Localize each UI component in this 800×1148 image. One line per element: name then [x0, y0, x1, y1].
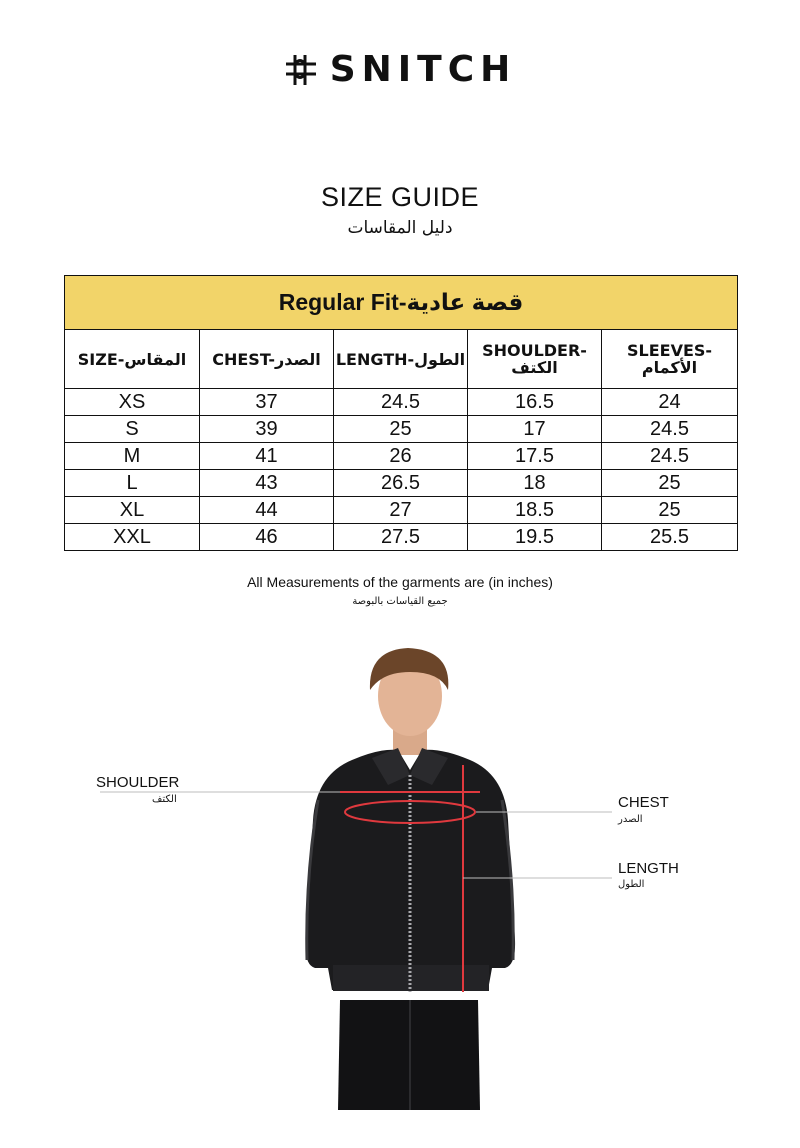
cell-length: 24.5 — [334, 389, 468, 416]
table-header-row — [65, 330, 738, 389]
header-text-arabic: الكتف — [511, 358, 558, 377]
model-jacket-illustration — [0, 640, 800, 1110]
table-row — [65, 524, 738, 551]
table-row — [65, 497, 738, 524]
header-shoulder — [468, 330, 602, 389]
cell-chest: 39 — [200, 416, 334, 443]
cell-shoulder: 17 — [468, 416, 602, 443]
fit-title: Regular Fit-قصة عادية — [65, 276, 738, 330]
snitch-logo-icon — [284, 53, 318, 87]
cell-sleeves: 25.5 — [602, 524, 738, 551]
shoulder-label: SHOULDER — [96, 774, 180, 791]
cell-shoulder: 19.5 — [468, 524, 602, 551]
shoulder-label-arabic: الكتف — [152, 794, 177, 805]
header-sleeves — [602, 330, 738, 389]
cell-chest: 37 — [200, 389, 334, 416]
model-figure — [0, 640, 800, 1110]
cell-shoulder: 16.5 — [468, 389, 602, 416]
length-label: LENGTH — [618, 860, 679, 877]
table-row — [65, 443, 738, 470]
cell-length: 25 — [334, 416, 468, 443]
header-text: SIZE-المقاس — [77, 349, 187, 369]
page-title: SIZE GUIDE — [320, 182, 480, 212]
cell-size: S — [65, 416, 200, 443]
cell-length: 26.5 — [334, 470, 468, 497]
chest-label-arabic: الصدر — [618, 814, 643, 825]
cell-length: 27.5 — [334, 524, 468, 551]
chest-label: CHEST — [618, 794, 669, 811]
header-text-arabic: الأكمام — [641, 358, 698, 377]
cell-length: 26 — [334, 443, 468, 470]
table-row — [65, 470, 738, 497]
cell-chest: 43 — [200, 470, 334, 497]
table-row — [65, 416, 738, 443]
header-text: CHEST-الصدر — [212, 349, 321, 369]
page-subtitle-arabic: دليل المقاسات — [347, 218, 453, 238]
cell-size: XXL — [65, 524, 200, 551]
cell-sleeves: 24.5 — [602, 443, 738, 470]
header-size — [65, 330, 200, 389]
cell-sleeves: 25 — [602, 470, 738, 497]
cell-shoulder: 18 — [468, 470, 602, 497]
cell-size: L — [65, 470, 200, 497]
cell-length: 27 — [334, 497, 468, 524]
cell-size: XL — [65, 497, 200, 524]
header-text: SLEEVES- — [626, 341, 713, 360]
cell-size: XS — [65, 389, 200, 416]
length-label-arabic: الطول — [618, 879, 645, 890]
cell-sleeves: 25 — [602, 497, 738, 524]
size-table — [64, 275, 738, 551]
brand-name: SNITCH — [329, 49, 517, 90]
table-row — [65, 389, 738, 416]
cell-shoulder: 18.5 — [468, 497, 602, 524]
cell-sleeves: 24 — [602, 389, 738, 416]
measurement-note: All Measurements of the garments are (in inches) — [247, 574, 553, 590]
cell-chest: 46 — [200, 524, 334, 551]
cell-chest: 44 — [200, 497, 334, 524]
header-text: SHOULDER- — [482, 341, 587, 360]
cell-sleeves: 24.5 — [602, 416, 738, 443]
table-body — [65, 389, 738, 551]
header-chest — [200, 330, 334, 389]
cell-shoulder: 17.5 — [468, 443, 602, 470]
header-text: LENGTH-الطول — [335, 349, 466, 369]
measurement-note-arabic: جميع القياسات بالبوصة — [352, 596, 448, 607]
cell-chest: 41 — [200, 443, 334, 470]
header-length — [334, 330, 468, 389]
brand-logo — [0, 50, 800, 90]
cell-size: M — [65, 443, 200, 470]
